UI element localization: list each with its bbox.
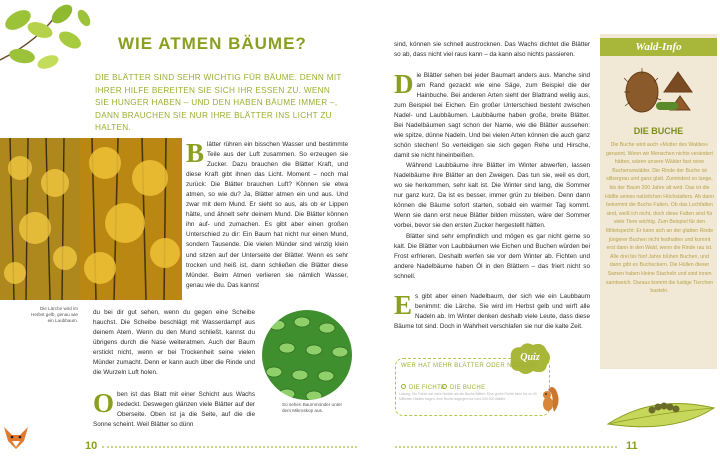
leaf-caterpillar-image <box>604 394 718 434</box>
photo-caption: Die Lärche wird im Herbst gelb, genau wie ein Laubbaum. <box>31 306 78 323</box>
larch-photo <box>0 138 80 300</box>
right-col-top: sind, können sie schnell austrocknen. Das Wachs dichtet die Blätter so ab, dass nicht viel raus kann – da kann also nichts passieren. <box>394 41 590 59</box>
wald-info-tab: Wald-Info <box>600 38 717 56</box>
paragraph-larch-text: s gibt aber einen Nadelbaum, der sich wie ein Laubbaum benimmt: die Lärche. Sie wird im Herbst gelb und wirft alle Nadeln ab. Im Winter denken deshalb viele Leute, dass diese Bäume tot sind. Doch in Wahrheit verschlafen sie nur die kalte Zeit. <box>394 293 590 331</box>
quiz-solution: Lösung: Die Fichte hat mehr Nadeln als die Buche Blätter. Eine große Fichte kann bis zu 40 Millionen Nadeln tragen, eine Buche dagegen nur rund 600.000 Blätter. <box>399 392 537 401</box>
page-number-right: 11 <box>626 440 638 452</box>
column-a-continued: du bei dir gut sehen, wenn du gegen eine Scheibe hauchst. Die Scheibe beschlägt mit Wasserdampf aus deinem Atem. Wenn du den Mund schließt, kannst du übrigens durch die Nase weiteratmen. Auch der Baum erstickt nicht, wenn er bei Trockenheit seine vielen Münder zumacht. Denn er kann auch über die Rinde und die Wurzeln Luft holen. <box>93 309 255 377</box>
leaves-decoration <box>0 0 95 90</box>
fox-icon <box>2 425 30 451</box>
page-title: WIE ATMEN BÄUME? <box>118 34 307 53</box>
paragraph-winter: Während Laubbäume ihre Blätter im Winter abwerfen, lassen Nadelbäume ihre Blätter an den Zweigen. Das tun sie, weil es dort, wo sie herkommen, sehr kalt ist. Die Winter sind lang, die Sommer nur ganz kurz. Da ist es besser, immer grün zu bleiben. Denn dann können die Bäume sofort starten, sobald ein warmer Tag kommt. Wenn sie dann erst neue Blätter bilden müssten, wäre der Sommer vorbei, bevor sie den ersten Zucker hergestellt hätten. <box>394 162 590 230</box>
larch-photo-right <box>80 138 182 300</box>
intro-text: DIE BLÄTTER SIND SEHR WICHTIG FÜR BÄUME. DENN MIT IHRER HILFE BEREITEN SIE SICH IHR ESSEN ZU. WENN SIE HUNGER HABEN – UND DEN HABEN BÄUME IMMER –, DANN BRAUCHEN SIE NUR IHRE BLÄTTER INS LICHT ZU HALTEN. <box>95 73 342 133</box>
quiz-badge-label: Quiz <box>520 352 540 363</box>
radio-icon <box>442 384 447 389</box>
paragraph-d-text: ie Blätter sehen bei jeder Baumart anders aus. Manche sind am Rand gezackt wie eine Säge, zum Beispiel die der Hainbuche. Bei anderen Arten sieht der Blattrand wellig aus, zum Beispiel bei Eichen. Ein großer Unterschied besteht zwischen Nadel- und Laubbäumen. Laubbäume haben große, breite Blätter. Bei Nadelbäumen sagt schon der Name, wie die Blätter aussehen: wie spitze, dünne Nadeln. Und bei vielen Arten können die auch ganz schön stechen! So verteidigen sie sich gegen Rehe und Hirsche, damit sie nicht hineinbeißen. <box>394 72 590 160</box>
sidebar-heading: DIE BUCHE <box>633 126 684 136</box>
dropcap-e: E <box>394 290 413 320</box>
page-number-left: 10 <box>85 440 98 452</box>
dotted-line-left <box>102 446 357 448</box>
dropcap-b: B <box>186 138 205 168</box>
dotted-line-right <box>395 446 617 448</box>
dropcap-d: D <box>394 69 414 99</box>
paragraph-d <box>394 71 590 161</box>
micro-caption: So sehen Baummünder unter dem Mikroskop aus. <box>282 402 343 413</box>
column-a-text <box>186 140 348 291</box>
col-b-paragraph: ben ist das Blatt mit einer Schicht aus Wachs bedeckt. Deswegen glänzen viele Blätter auf der Oberseite. Oben ist ja die Seite, auf die die Sonne scheint. Weil Blätter so dünn <box>93 391 255 429</box>
col-a-paragraph: lätter rühren ein bisschen Wasser und bestimmte Teile aus der Luft zusammen. So erzeugen sie Zucker. Dazu brauchen die Blätter Kraft, und diese Kraft gibt ihnen das Licht. Moment – noch mal zurück: Die Blätter brauchen Luft? Können sie etwa atmen, so wie du? Ja, Blätter atmen ein und aus. Und zwar mit dem Mund. Er sieht so aus, als ob er Lippen hätte, und ähnelt sehr deinem Mund. Die Blätter können ihn auf- und zumachen. Es gibt aber einen großen Unterschied zu dir: Ein Baum hat nicht nur einen Mund, sondern Tausende. Die vielen Münder sind winzig klein und sitzen auf der Unterseite der Blätter. Wenn es sehr trocken und heiß ist, dann schließen die Blätter diese Münder. Beim Atmen verlieren sie nämlich Wasser, genau wie du. Das kannst <box>186 141 348 289</box>
paragraph-frost: Blätter sind sehr empfindlich und mögen es gar nicht gerne so kalt. Die Blätter von Laubbäumen wie Eichen und Buchen würden bei Frost erfrieren. Deshalb werfen sie vor dem Winter ab. Fichten und andere Nadelbäume haben Öl in den Blättern – das friert nicht so schnell. <box>394 233 590 281</box>
beechnut-image <box>620 62 700 124</box>
column-b-text <box>93 390 255 430</box>
paragraph-larch <box>394 292 590 332</box>
dropcap-o: O <box>93 388 115 418</box>
radio-icon <box>401 384 406 389</box>
quiz-option-b-label: DIE BUCHE <box>450 385 486 391</box>
sidebar-text: Die Buche wird auch »Mutter des Waldes« genannt. Wenn wir Menschen nichts verändert hätten, wären unsere Wälder fast reine Buchenurwälder. Die Rinde der Buche ist silbergrau und ganz glatt. Zumindest so lange, bis der Baum 200 Jahre alt wird. Das ist die Hälfte seines natürlichen Höchstalters. Ab dann bekommt die Buche Falten. Ob das Lochfalten sind, weiß ich nicht, doch diese Falten sind für viele Tiere wichtig. Zum Beispiel für den Mittelspecht: Er kann sich an der glatten Rinde jüngerer Buchen nicht festhalten und kommt erst dann in den Wald, wenn die Rinde rau ist. Alle drei bis fünf Jahre blühen Buchen, und dann gibt es Bucheckern. Die Hüllen dieser Samen haben kleine Stacheln und sind innen samtweich. Daraus kommt die lustige Tierchen basteln. <box>604 142 714 295</box>
stomata-micro-image <box>262 310 352 400</box>
quiz-question: WER HAT MEHR BLÄTTER ODER NADELN? <box>401 363 538 369</box>
squirrel-icon <box>540 384 562 414</box>
quiz-option-a-label: DIE FICHTE <box>409 385 446 391</box>
